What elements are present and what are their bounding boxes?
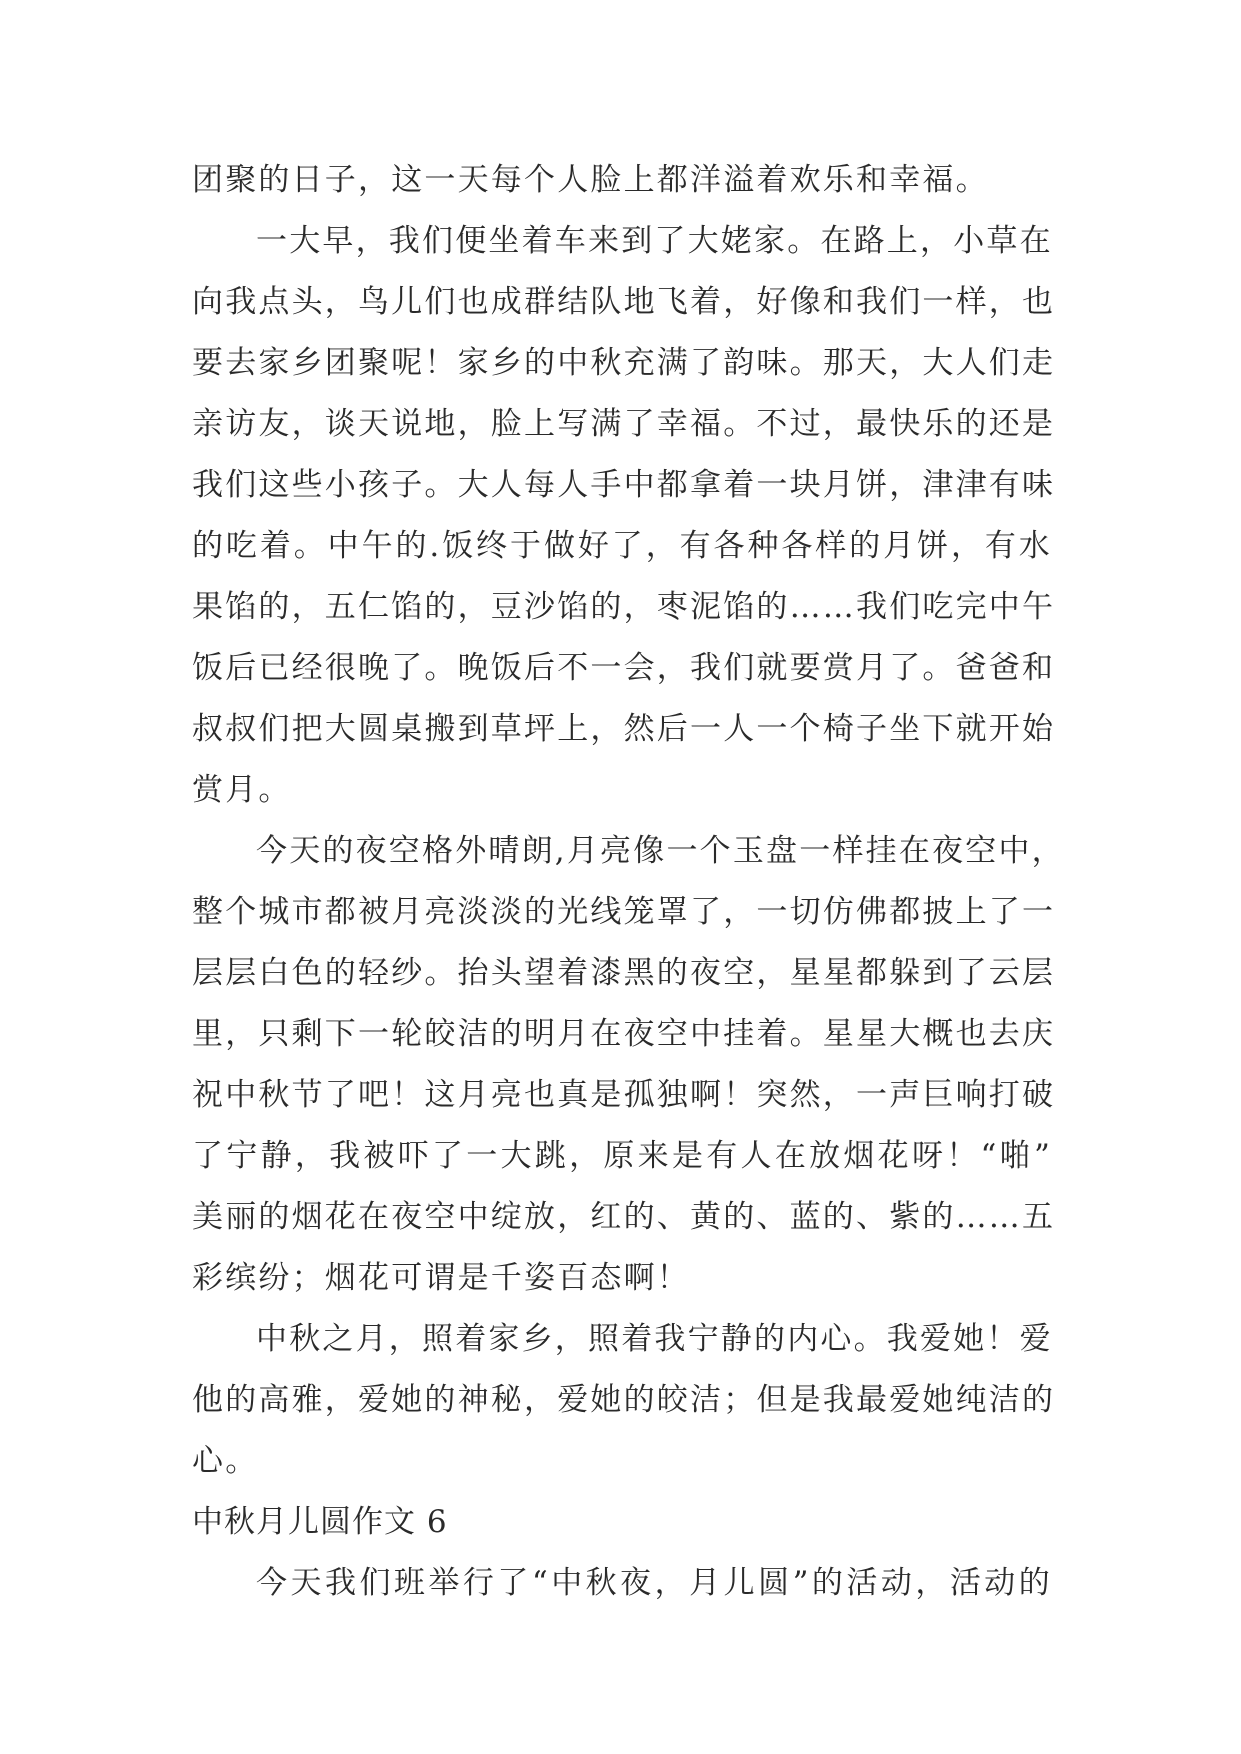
text-line: 向我点头，鸟儿们也成群结队地飞着，好像和我们一样，也 [192,284,1056,320]
text-line: 我们这些小孩子。大人每人手中都拿着一块月饼，津津有味 [192,467,1056,503]
text-line: 一大早，我们便坐着车来到了大姥家。在路上，小草在 [256,223,1053,259]
text-line: 中秋之月，照着家乡，照着我宁静的内心。我爱她！爱 [256,1321,1053,1357]
text-line: 美丽的烟花在夜空中绽放，红的、黄的、蓝的、紫的……五 [192,1199,1056,1235]
text-line: 要去家乡团聚呢！家乡的中秋充满了韵味。那天，大人们走 [192,345,1056,381]
text-line: 祝中秋节了吧！这月亮也真是孤独啊！突然，一声巨响打破 [192,1077,1056,1113]
section-heading: 中秋月儿圆作文 6 [192,1504,448,1540]
text-line: 亲访友，谈天说地，脸上写满了幸福。不过，最快乐的还是 [192,406,1056,442]
text-line: 他的高雅，爱她的神秘，爱她的皎洁；但是我最爱她纯洁的 [192,1382,1056,1418]
text-line: 的吃着。中午的.饭终于做好了，有各种各样的月饼，有水 [192,528,1052,564]
text-line: 叔叔们把大圆桌搬到草坪上，然后一人一个椅子坐下就开始 [192,711,1056,747]
text-line: 饭后已经很晚了。晚饭后不一会，我们就要赏月了。爸爸和 [192,650,1056,686]
text-line: 了宁静，我被吓了一大跳，原来是有人在放烟花呀！“啪” [192,1138,1052,1174]
text-line: 彩缤纷；烟花可谓是千姿百态啊！ [192,1260,690,1296]
text-line: 里，只剩下一轮皎洁的明月在夜空中挂着。星星大概也去庆 [192,1016,1056,1052]
text-line: 整个城市都被月亮淡淡的光线笼罩了，一切仿佛都披上了一 [192,894,1056,930]
text-line: 今天的夜空格外晴朗,月亮像一个玉盘一样挂在夜空中， [256,833,1065,869]
text-line: 团聚的日子，这一天每个人脸上都洋溢着欢乐和幸福。 [192,162,989,198]
text-line: 层层白色的轻纱。抬头望着漆黑的夜空，星星都躲到了云层 [192,955,1056,991]
text-line: 赏月。 [192,772,292,808]
text-line: 今天我们班举行了“中秋夜，月儿圆”的活动，活动的 [256,1565,1052,1601]
text-line: 果馅的，五仁馅的，豆沙馅的，枣泥馅的……我们吃完中午 [192,589,1056,625]
essay-text [192,150,1065,1614]
text-line: 心。 [192,1443,259,1479]
